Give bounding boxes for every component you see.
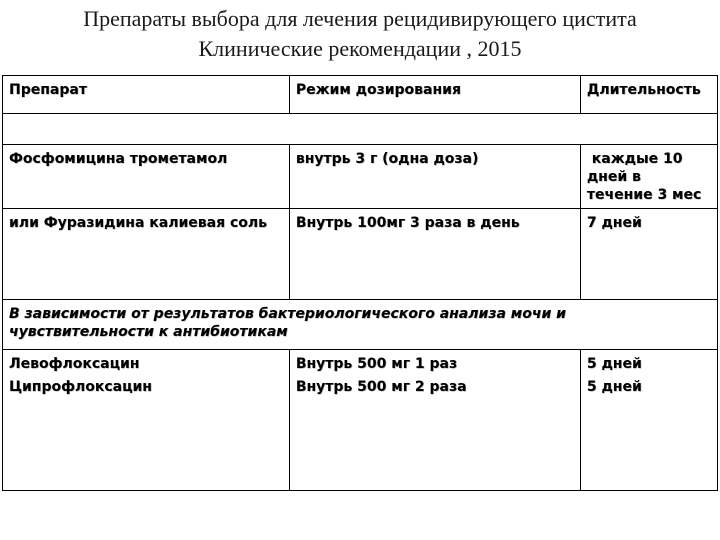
title-line-2: Клинические рекомендации , 2015 bbox=[198, 36, 522, 61]
dose-text: Внутрь 500 мг 2 раза bbox=[295, 379, 467, 395]
dose-cell bbox=[289, 350, 580, 491]
drug-cell: Фосфомицина трометамол bbox=[3, 145, 290, 209]
duration-text: 5 дней bbox=[586, 356, 642, 372]
header-dose: Режим дозирования bbox=[289, 76, 580, 114]
note-cell: В зависимости от результатов бактериологического анализа мочи и чувствительности к антибиотикам bbox=[3, 300, 718, 350]
empty-row bbox=[3, 114, 718, 145]
duration-cell: 7 дней bbox=[580, 209, 717, 300]
dose-cell: Внутрь 100мг 3 раза в день bbox=[289, 209, 580, 300]
drug-cell bbox=[3, 350, 290, 491]
duration-cell: каждые 10 дней в течение 3 мес bbox=[580, 145, 717, 209]
drug-name: Левофлоксацин bbox=[9, 356, 140, 372]
drug-cell: или Фуразидина калиевая соль bbox=[3, 209, 290, 300]
dose-text: Внутрь 500 мг 1 раз bbox=[295, 356, 458, 372]
note-row bbox=[3, 300, 718, 350]
empty-cell bbox=[3, 114, 718, 145]
dose-cell: внутрь 3 г (одна доза) bbox=[289, 145, 580, 209]
table-row bbox=[3, 350, 718, 491]
header-drug: Препарат bbox=[3, 76, 290, 114]
drug-table bbox=[2, 75, 718, 491]
drug-name: Ципрофлоксацин bbox=[9, 379, 152, 395]
table-header-row bbox=[3, 76, 718, 114]
duration-text: 5 дней bbox=[586, 379, 642, 395]
table-row bbox=[3, 145, 718, 209]
title-line-1: Препараты выбора для лечения рецидивирующего цистита bbox=[83, 6, 637, 31]
header-duration: Длительность bbox=[580, 76, 717, 114]
table-row bbox=[3, 209, 718, 300]
page-title bbox=[0, 4, 720, 64]
duration-cell bbox=[580, 350, 717, 491]
